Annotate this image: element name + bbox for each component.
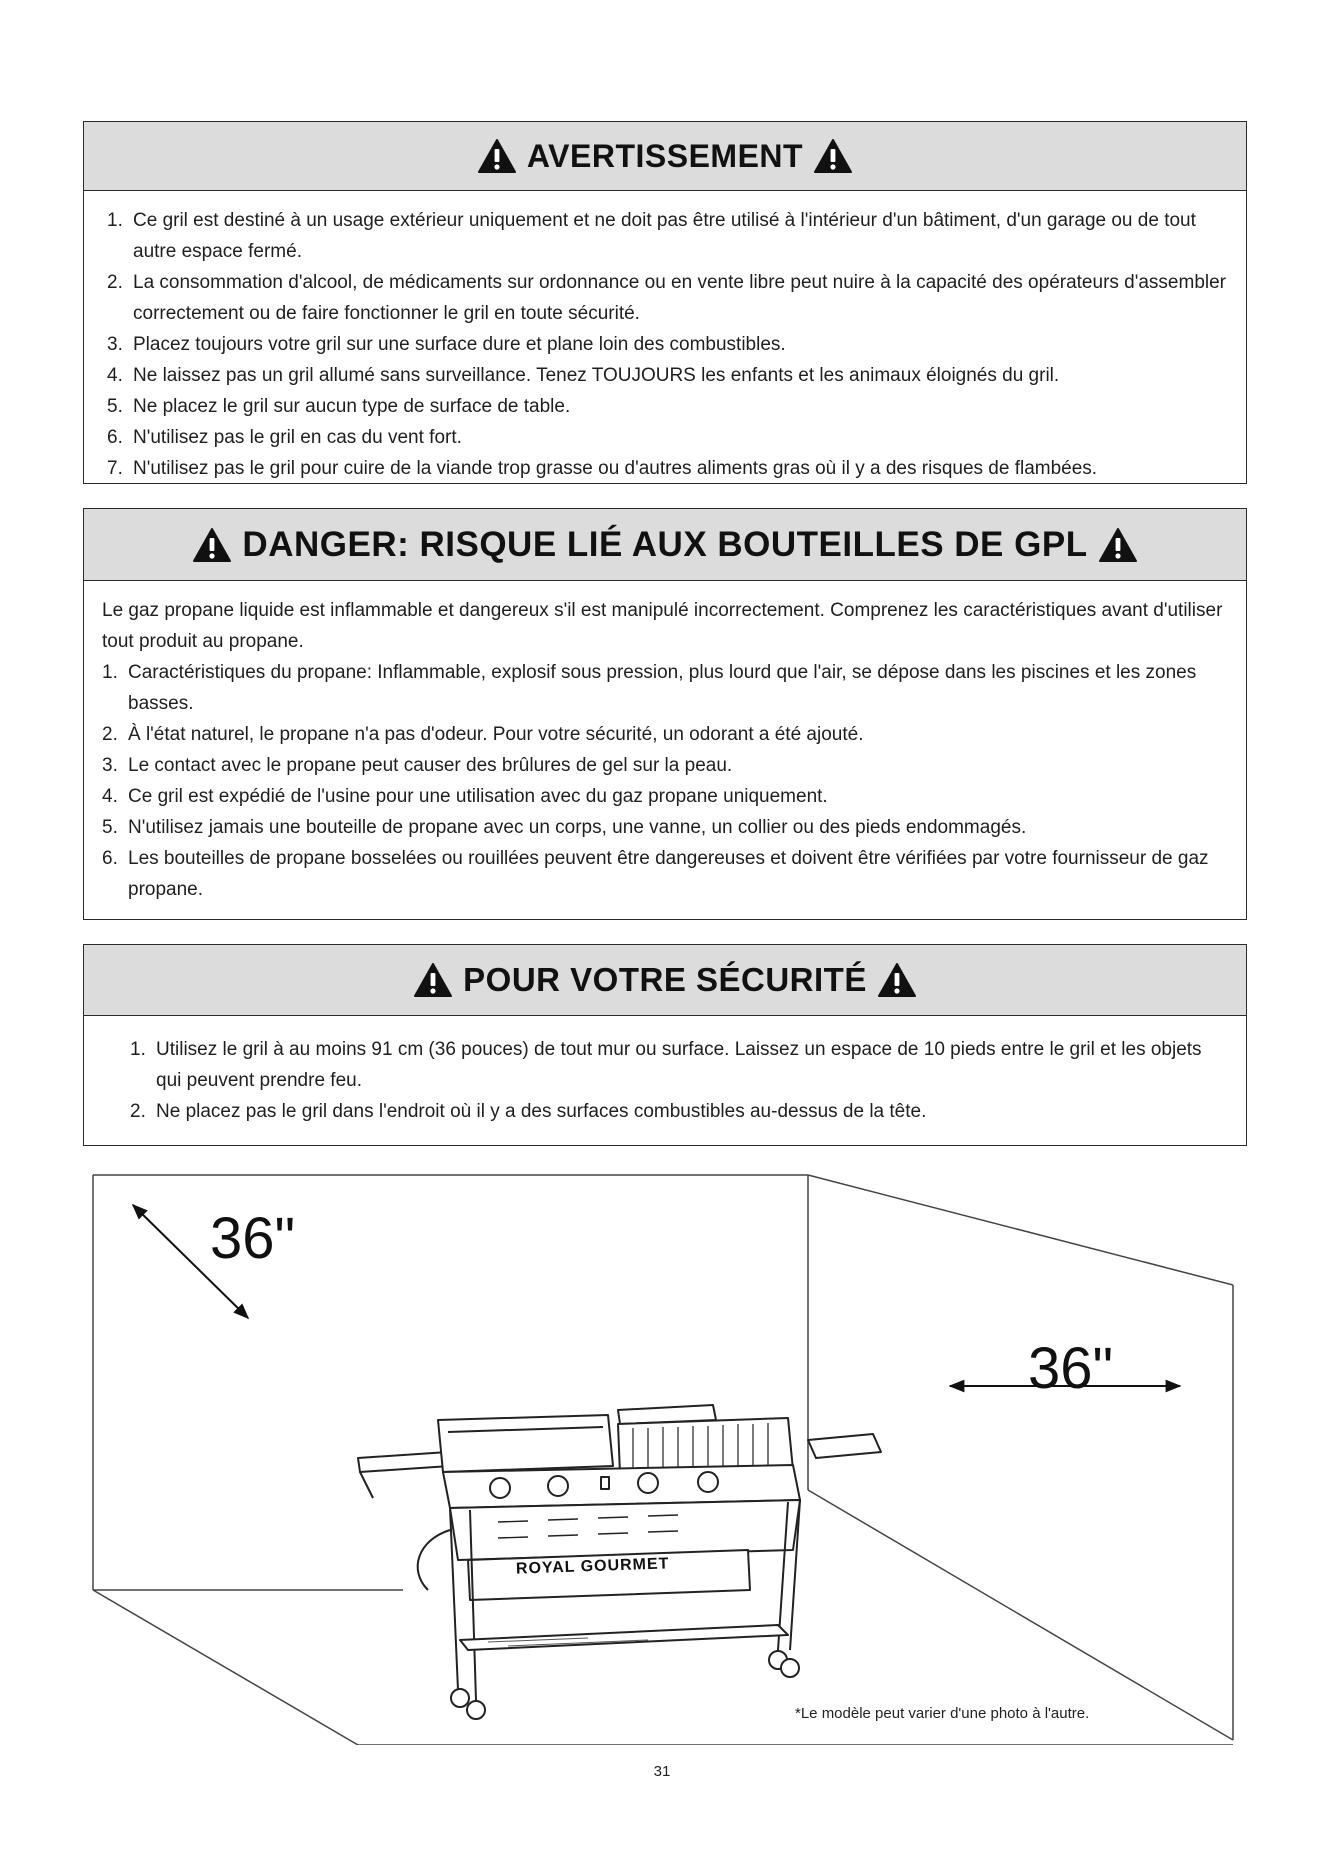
item-number: 6.: [107, 427, 123, 448]
list-item: [107, 422, 1228, 453]
warning-triangle-icon: [813, 138, 853, 174]
item-number: 5.: [107, 396, 123, 417]
item-text: Ne placez pas le gril dans l'endroit où il y a des surfaces combustibles au-dessus de la tête.: [156, 1101, 927, 1122]
safety-box: [83, 944, 1247, 1146]
list-item: [107, 360, 1228, 391]
list-item: [107, 205, 1228, 267]
left-clearance-dimension: 36": [210, 1206, 296, 1271]
safety-list: [130, 1034, 1228, 1127]
list-item: [107, 391, 1228, 422]
danger-box: [83, 508, 1247, 920]
figure-caption: *Le modèle peut varier d'une photo à l'autre.: [795, 1705, 1090, 1722]
list-item: [107, 329, 1228, 360]
list-item: [102, 843, 1228, 905]
item-text: À l'état naturel, le propane n'a pas d'odeur. Pour votre sécurité, un odorant a été ajouté.: [128, 724, 864, 745]
warning-body: [84, 191, 1246, 494]
list-item: [102, 719, 1228, 750]
warning-box: [83, 121, 1247, 484]
item-number: 4.: [107, 365, 123, 386]
list-item: [102, 781, 1228, 812]
item-text: La consommation d'alcool, de médicaments sur ordonnance ou en vente libre peut nuire à la capacité des opérateurs d'assembler correctement ou de faire fonctionner le gril en toute sécurité.: [133, 272, 1227, 324]
item-text: N'utilisez jamais une bouteille de propane avec un corps, une vanne, un collier ou des pieds endommagés.: [128, 817, 1027, 838]
item-text: Placez toujours votre gril sur une surface dure et plane loin des combustibles.: [133, 334, 786, 355]
list-item: [102, 750, 1228, 781]
warning-triangle-icon: [413, 962, 453, 998]
safety-header: [84, 945, 1246, 1016]
item-text: Les bouteilles de propane bosselées ou rouillées peuvent être dangereuses et doivent être vérifiées par votre fournisseur de gaz propane.: [128, 848, 1209, 900]
safety-title: POUR VOTRE SÉCURITÉ: [463, 961, 867, 998]
item-number: 5.: [102, 817, 118, 838]
warning-triangle-icon: [477, 138, 517, 174]
danger-intro: Le gaz propane liquide est inflammable et dangereux s'il est manipulé incorrectement. Comprenez les caractéristiques avant d'utiliser tout produit au propane.: [102, 600, 1223, 652]
warning-title: AVERTISSEMENT: [526, 137, 804, 174]
danger-body: [84, 581, 1246, 915]
item-number: 3.: [102, 755, 118, 776]
warning-header: [84, 122, 1246, 191]
warning-triangle-icon: [877, 962, 917, 998]
item-number: 2.: [107, 272, 123, 293]
item-text: Utilisez le gril à au moins 91 cm (36 pouces) de tout mur ou surface. Laissez un espace de 10 pieds entre le gril et les objets qui peuvent prendre feu.: [156, 1039, 1202, 1091]
list-item: [130, 1034, 1228, 1096]
danger-title: DANGER: RISQUE LIÉ AUX BOUTEILLES DE GPL: [242, 524, 1088, 564]
warning-list: [107, 205, 1228, 484]
item-number: 7.: [107, 458, 123, 479]
item-text: Ce gril est expédié de l'usine pour une utilisation avec du gaz propane uniquement.: [128, 786, 828, 807]
item-number: 1.: [130, 1039, 146, 1060]
grill-brand-label: ROYAL GOURMET: [515, 1555, 670, 1578]
item-number: 2.: [130, 1101, 146, 1122]
item-number: 1.: [107, 210, 123, 231]
page-number: 31: [653, 1763, 671, 1780]
item-text: Ce gril est destiné à un usage extérieur uniquement et ne doit pas être utilisé à l'intérieur d'un bâtiment, d'un garage ou de tout autre espace fermé.: [133, 210, 1196, 262]
danger-list: [102, 657, 1228, 905]
warning-triangle-icon: [192, 527, 232, 563]
list-item: [102, 657, 1228, 719]
item-text: Ne laissez pas un gril allumé sans surveillance. Tenez TOUJOURS les enfants et les animaux éloignés du gril.: [133, 365, 1060, 386]
item-text: Caractéristiques du propane: Inflammable, explosif sous pression, plus lourd que l'air, se dépose dans les piscines et les zones basses.: [128, 662, 1197, 714]
item-number: 6.: [102, 848, 118, 869]
list-item: [102, 812, 1228, 843]
right-clearance-dimension: 36": [1028, 1336, 1114, 1401]
item-text: N'utilisez pas le gril en cas du vent fort.: [133, 427, 462, 448]
item-number: 2.: [102, 724, 118, 745]
item-number: 3.: [107, 334, 123, 355]
item-number: 1.: [102, 662, 118, 683]
list-item: [107, 267, 1228, 329]
item-text: Ne placez le gril sur aucun type de surface de table.: [133, 396, 571, 417]
warning-triangle-icon: [1098, 527, 1138, 563]
safety-body: [84, 1016, 1246, 1137]
list-item: [107, 453, 1228, 484]
danger-header: [84, 509, 1246, 581]
item-number: 4.: [102, 786, 118, 807]
item-text: Le contact avec le propane peut causer des brûlures de gel sur la peau.: [128, 755, 733, 776]
list-item: [130, 1096, 1228, 1127]
item-text: N'utilisez pas le gril pour cuire de la viande trop grasse ou d'autres aliments gras où il y a des risques de flambées.: [133, 458, 1098, 479]
